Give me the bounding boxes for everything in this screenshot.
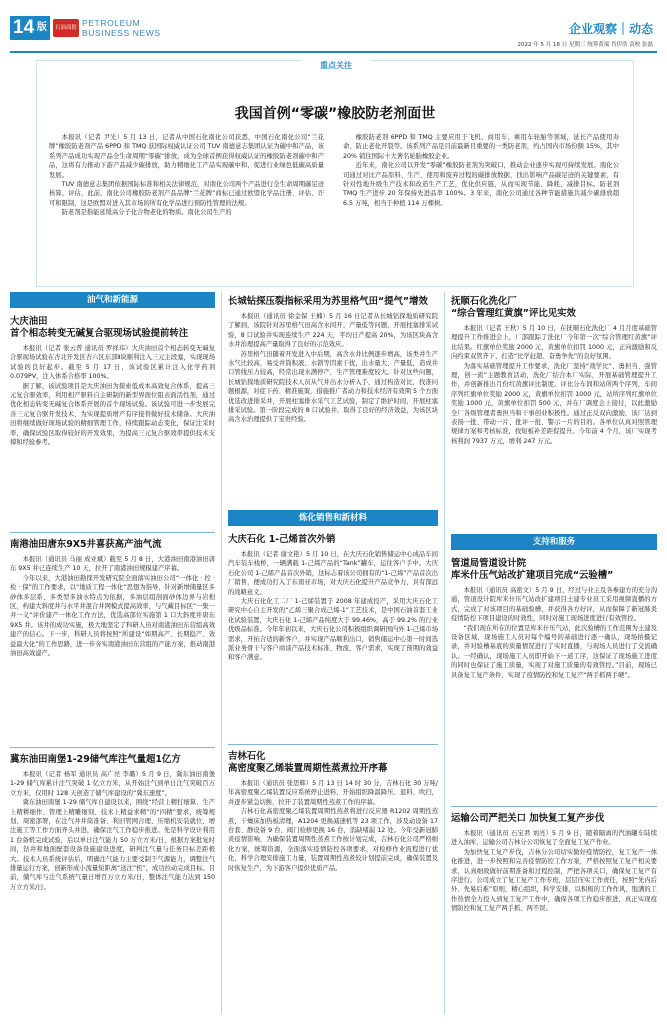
article-para: 本报讯（通讯员 徐金保 王楠）5 月 16 日记者从长城钻探地质研究院了解到，该院针对苏里格气田高含水间开、产量低等问题，开展柱塞排采试验，8 口试验井实现连续生产 224 天，平均日产提高 20%，为该区块高含水井治理提高产量取得了良好的示范效应。: [228, 313, 438, 349]
article-para: 本报讯（记者 杨军 通讯员 高广亮 李璐）5 月 9 日，冀东油田南堡 1-29 储气库累计注气突破 1 亿立方米，从开始注气到单日注气突破百万立方米，仅用时 128 天创造了储气库建设的“冀东速度”。: [10, 771, 215, 797]
section-name: 企业观察｜动态: [568, 22, 653, 36]
article-title: 长城钻探压裂指标采用为苏里格气田“提气”增效: [228, 296, 428, 307]
article-para: 本报讯（记者 谢文艳）5 月 10 日，在大庆石化销售储运中心成品车间汽车装车栈桥，一辆满载 1-己烯产品的“Tank”罐车，运往客户手中。大庆石化公司 1-己烯产品首次外销，这标志着该公司拥有的“1-己烯”产品首次出厂销售，便成功打入了东南亚市场，对大庆石化提升产品竞争力，具有深远的战略意义。: [228, 551, 438, 596]
focus-col2: [343, 133, 619, 283]
section-header-refining: 炼化销售和新材料: [228, 510, 438, 526]
focus-title: 我国首例“零碳”橡胶防老剂面世: [234, 106, 436, 122]
dateline: 2022 年 5 月 18 日 星期三 统筹黄端 肖伊浩 责校 张磊: [517, 42, 653, 48]
article-para: 本报讯（通讯员 马丽 成亚斌）截至 5 月 8 日，大港油田南港油田唐东 9X5 井已连续生产 10 天，拉开了南港油田规模建产序幕。: [10, 556, 215, 573]
article-title: 首个相态转变无碱复合驱现场试验提前转注: [10, 328, 189, 339]
article-divider: [10, 532, 215, 533]
article-para: 今年以来，大港油田勘探开发研究院全面落实油田公司“一体化 · 控 · 检 · 保”的工作要求，以“地质工程一体化”思想为指导，针对新增储量区多砂体多层系、多类型多油水特点为依据，多油层组剖面砂体边界与岩相区，构建大斜度井与水平井混合井网模式提高效率，与气藏目标区“一集一井一义”评价建产一体化工作方法，优选高部位实施第 1 口大斜度井唐东 9X5 井。该井的成功实施，极大地坚定了科研人员对南港油田东营组高效建产的信心。下一步，科研人员将按照“所建设”如期高产、长期稳产、效益最大化”的工作思路，进一步夯实南港油田东营组的产能方案，推动南港油田高效建产。: [10, 574, 215, 658]
section-header-support: 支持和服务: [451, 534, 657, 550]
article-para: 苏里格气田随着开发进入中后期，高含水井比例逐步增高，该类井生产水气比较高，易受井筒积液、水锁等因素干扰，出水量大、产量低，造成井口管线压力较高，经常出现水满停产，生产管理难度较大。针对这些问题，长城钻探地质研究院技术人员从气井出水分析入手，通过构造对比，找准问题根源，对症下药、精准施策，措施推广者动力和技术经济有效期 5 个方面优选改进排采井，开展柱塞排水采气工艺试验，制定了维护时间，开展柱塞排采试验。第一阶段完成的 8 口试验井，取得了良好的经济效益，为该区块高含水治理提供了宝贵经验。: [228, 350, 438, 424]
article-subtitle: 吉林石化: [228, 751, 266, 762]
article-para: 本报讯（通讯员 张思辉）5 月 13 日 14 时 30 分，吉林石化 30 万吨/年高密度聚乙烯装置反应系统停止进料，开始组织降温降压、退料、吹扫，并逐步紧急切换，拉开了装置周期性蒸煮工作的序幕。: [228, 780, 438, 806]
article-title: 冀东油田南堡1-29储气库注气量超1亿方: [10, 754, 181, 765]
article-title: 大庆石化 1-己烯首次外销: [228, 534, 336, 545]
article-body: [10, 770, 215, 1010]
focus-para: TUV 南德意志集团依据国际标准和相关法律规范，对南化公司两个产品进行全生命周期碳足迹核算、评估，此前，南化公司橡胶防老剂产品品牌“兰花牌”商标已通过欧盟化学品注册、评估、许可和限制，这是欧盟对进入其市场的所有化学品进行预防性管理的法规。: [49, 181, 324, 207]
article-divider: [10, 747, 215, 748]
article-body: [228, 779, 438, 965]
page-number: 14: [13, 17, 35, 38]
article-title: 南港油田唐东9X5井喜获高产油气流: [10, 539, 162, 550]
focus-label: 重点关注: [301, 59, 371, 73]
page-header: [0, 0, 667, 48]
focus-para: 橡胶防老剂 6PPD 和 TMQ 主要应用于飞机、商用车、乘用车轮胎等领域，延长产品使用寿命、防止老化开裂等。该系列产品是目前最新且重要的一类防老剂，约占国内市场份额 15%，其中 20% 销往国际十大著名轮胎橡胶企业。: [343, 134, 619, 160]
page-number-block: [10, 16, 50, 40]
article-para: 本报讯（记者 张云普 通讯员 罗祥玮）大庆油田首个相态转变无碱复合驱现场试验在杏北开发区杏六区东部Ⅱ块顺利注入三元主段塞，实现现场试验的良好起步。截至 5 月 17 日，该试验区累计注入化学药剂 0.079PV，注入体系合格率 100%。: [10, 345, 215, 381]
article-para: 大庆石化化工二厂 1-己烯装置于 2008 年建成投产，采用大庆石化工研究中心自主开发的“乙烯三聚合成己烯-1”工艺技术，是中国石油首套工业化试验装置，大庆石化 1-己烯产品纯度大于 99.46%，高于 99.2% 的行业优级品标准。今年年初以来，大庆石化公司积极组织调研国内外 1-己烯市场需求，开拓合适的新客户，并实现产品顺利出口，销售储运中心第一时间选派业务骨干与客户商谈产品技术标准、物流、客户需求，实现了预期的效益和客户满意。: [228, 598, 438, 662]
article-para: 吉林石化高密度聚乙烯装置周期性蒸煮将进行反应器 R1202 周期性蒸煮，干燥床加热板清理，A1204 更换减速机等 23 项工作，涉及动设备 17 台套、静设备 9 台、阀门检修更换 16 台，消缺堵漏 12 处。今年受新冠肺炎疫情影响，为确保装置周期性蒸煮工作按计划完成，吉林石化公司严格细化方案，统筹资源，全面落实疫情防控各项要求，对检修作业流程进行优化，科学合理安排施工力量，装置周期性蒸煮较计划提前完成，确保装置及时恢复生产，为下游客户提供优质产品。: [228, 808, 438, 872]
article-para: 为加快复工复产步伐，吉林分公司切实做好疫情防控，复工复产一体化推进，进一步按照和完善疫情防控工作方案，严格按照复工复产相关要求，认真细致做好前期准备和过程控制，严把各项关口，确保复工复产有序进行。公司成立了复工复产工作专班，层层压实工作责任，按照“先内后外、先易后难”原则，精心组织，科学安排，以积极的工作作风、饱满的工作热情全力投入到复工复产工作中，确保各项工作稳步推进，真正实现疫情防控和复工复产两手抓、两不误。: [451, 848, 657, 913]
article-title: 库米什压气站改扩建项目完成“云验槽”: [451, 570, 614, 581]
article-para: 为落实基础管理提升工作要求，洗化厂坚持“战学比”、勇担当、强管理，创一流”主题教育活动，洗化厂结合本厂实际，开展基础管理提升工作，并创新推出月份红黄旗评比制度。评比分车间和站所两个序列，车间序列红旗单位奖励 2000 元，黄旗单位扣罚 1000 元，站所序列红旗单位奖励 1000 元，黄旗单位扣罚 500 元，并在厂调度会上接付，以此激励全厂各级管理者勇担当和干事创业积极性。通过正反双向激励，该厂达到表扬一批、带动一片、批评一批、警示一片的目的。各单位认真对照管理规律方案和考核标准，找短板补差距促提升。今年前 4 个月，该厂实现考核利润 7937 万元，增利 247 万元。: [451, 362, 657, 445]
page-number-suffix: 版: [37, 22, 47, 33]
article-para: 本报讯（通讯员 高密文）5 月 9 日，经过与业主及各参建方的充分沟通，管道设计院库米什压气站改扩建项目土建专业员工采用视频直播的方式，完成了对该项目的基础验槽，并获得各方好评，从而保障了新冠肺炎疫情防控下项目建设的时效性，同时对施工现场进度进行有效管控。: [451, 587, 657, 623]
focus-col1: [49, 133, 324, 283]
masthead-line2: BUSINESS NEWS: [82, 28, 161, 38]
article-para: 据了解，该试验项目是大庆油田为探索低成本高效复合体系，提高三元复合驱效率，利用相产驱料自主研制的新型界面位阻表面活性剂，通过优化相态转变无碱复合体系开展的首个现场试验。该试验可进一步发展完善三元复合驱开发技术，为实现提质增产有序接替做好技术储备。大庆油田将继续做好现场试验的精细管理工作，持续跟踪动态变化，保证注采时率，确保试验区取得较好的开发效果，为提高三元复合驱效率提供技术支撑和经验参考。: [10, 382, 215, 447]
article-subtitle: 抚顺石化洗化厂: [451, 296, 517, 307]
article-title: 运输公司严把关口 加快复工复产步伐: [451, 813, 605, 824]
focus-box: [36, 60, 634, 287]
article-para: 冀东油田南堡 1-29 储气库自建设以来，围绕“经营上精打细算、生产上精耕细作、管理上精雕细刻、技术上精益求精”的“四精”要求，统筹规划、周密部署，在注气井井筒准备、利旧管网合理、压缩机安装就位、增注施工等工作方面齐头并进，确保注气工作稳步推进。先是科学设计利用 1 台备机完成试验，后以单日注气能力 50 万立方米/日，根据方案批复时间，钻井和地面配套设备设施建设进度，研判注气量与任务目标差距极大。技术人员系统评估后，明确注气能力主要受制于气源能力，调整注气排量运行方案，创新形成小流量短距离“送注”机”，成功拉动完成目标。目前，储气库与注气系统气量日增百万立方米/日，整体注气能力达到 150 万立方米/日。: [10, 799, 215, 891]
article-body: [451, 829, 657, 985]
logo-icon: 石油商报: [53, 19, 79, 37]
article-para: 本报讯（通讯员 石宝君 刘亮）5 月 9 日，随着隔离的汽油罐车陆续进入油库，运输公司吉林分公司恢复了全面复工复产作业。: [451, 830, 657, 847]
article-subtitle: 管道局管道设计院: [451, 558, 527, 569]
article-body: [228, 550, 438, 738]
focus-para: 防老剂是指能延缓高分子化合物老化的物质。南化公司生产的: [61, 209, 232, 217]
article-divider: [451, 806, 657, 807]
masthead-line1: PETROLEUM: [82, 18, 141, 28]
focus-para: 本报讯（记者 尹光）5 月 13 日，记者从中国石化南化公司获悉，中国石化南化公司“兰花牌”橡胶防老剂产品 6PPD 和 TMQ 获国际权威认证公司 TUV 南德意志集团认证为碳中和产品，该系列产品成功实现产品全生命周期“零碳”排放，成为全球首例获得权威认证的橡胶防老剂碳中和产品，这将有力推动下游产品减少碳排放，助力精细化工产品实现碳中和，促进行业绿色低碳高质量发展。: [49, 134, 324, 179]
column-divider: [444, 292, 445, 1014]
article-divider: [228, 744, 438, 745]
article-body: [228, 312, 438, 504]
header-rule: [10, 51, 657, 53]
article-body: [10, 344, 215, 526]
article-body: [451, 324, 657, 528]
article-para: 本报讯（记者 王秋）5 月 10 日，在抚顺石化洗化厂 4 月月度基础管理提升工作推进会上，厂部跟踪了洗化厂今年第一次“综合管理红黄旗”评比结果。红旗单位奖励 2000 元，黄旗单位扣罚 1000 元，正向激励和反向约束双管齐下，打造“比学赶超、奋勇争先”的良好氛围。: [451, 325, 657, 361]
middle-column: [228, 292, 438, 1014]
masthead: [82, 18, 161, 38]
focus-para: 近年来，南化公司以开发“零碳”橡胶防老剂为突破口，推动企业逐步实现可持续发展。南化公司通过对比产品原料、生产、使用和废弃过程的碳排放数据，找出影响产品碳足迹的关键要素，有针对性地升级生产技术和改造生产工艺，优化供应链，从而实现节能、降耗、减排目标。防老剂 TMQ 生产进步 20 年保持先进品率 100%。3 年来，南化公司通过各种节能措施共减少碳排放超 6.5 万吨，相当于种植 114 万棵树。: [343, 162, 619, 207]
article-body: [451, 586, 657, 800]
right-column: [451, 292, 657, 1014]
article-title: 高密度聚乙烯装置周期性蒸煮拉开序幕: [228, 763, 388, 774]
section-header-oil: 油气和新能源: [10, 292, 215, 308]
article-para: “我们现在所在的位置是库米什压气站，此次验槽的工作范围为土建及设备区域，现场施工人员对每个编号的基础进行逐一确认，现场拍摄记录，并对验槽基底的质量情况进行了实时直播，与现场人员进行了交流确认。一经确认，现场施工人员即开始下一道工序，这保证了现场施工进度的同时也保证了施工质量，实现了对施工质量的有效管控。”目前，现场已具备复工复产条件，实现了疫情防控和复工复产“两手抓两手硬”。: [451, 624, 657, 679]
article-subtitle: 大庆油田: [10, 316, 48, 327]
article-title: “综合管理红黄旗”评比见实效: [451, 308, 576, 319]
column-divider: [221, 292, 222, 1014]
left-column: [10, 292, 215, 1014]
article-body: [10, 555, 215, 741]
